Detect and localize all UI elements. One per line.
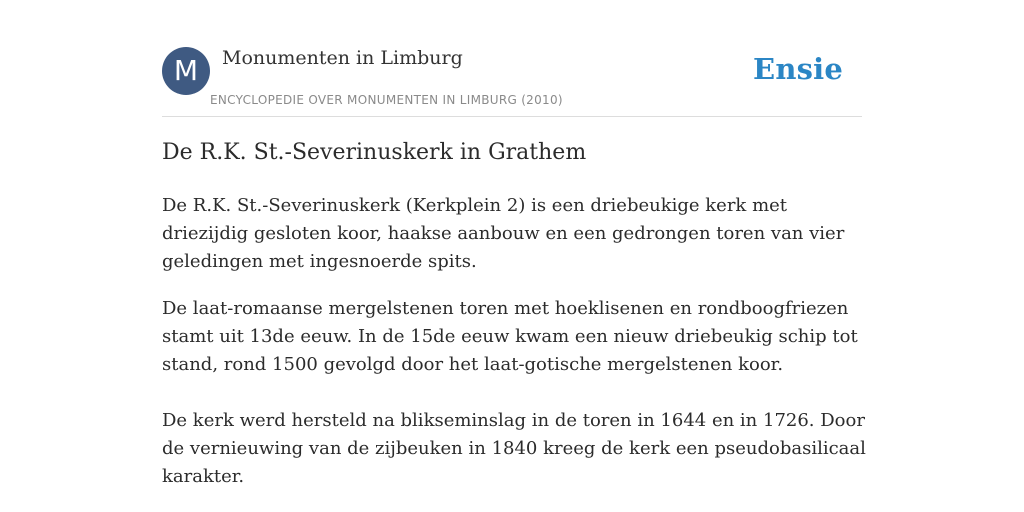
article-title: De R.K. St.-Severinuskerk in Grathem	[162, 140, 587, 165]
ensie-logo[interactable]: Ensie	[753, 52, 843, 86]
source-title-link[interactable]: Monumenten in Limburg	[222, 47, 463, 69]
source-header	[162, 44, 862, 117]
article-body	[162, 192, 867, 510]
article-paragraph: De kerk werd hersteld na blikseminslag in de toren in 1644 en in 1726. Door de vernieuwing van de zijbeuken in 1840 kreeg de kerk een pseudobasilicaal karakter.	[162, 410, 866, 487]
source-avatar[interactable]: M	[162, 47, 210, 95]
article-paragraph: De laat-romaanse mergelstenen toren met hoeklisenen en rondboogfriezen stamt uit 13de eeuw. In de 15de eeuw kwam een nieuw driebeukig schip tot stand, rond 1500 gevolgd door het laat-gotische mergelstenen koor.	[162, 298, 858, 375]
paragraph-spacer	[162, 379, 867, 407]
article-paragraph: De R.K. St.-Severinuskerk (Kerkplein 2) is een driebeukige kerk met driezijdig gesloten koor, haakse aanbouw en een gedrongen toren van vier geledingen met ingesnoerde spits.	[162, 195, 845, 272]
source-subtitle: ENCYCLOPEDIE OVER MONUMENTEN IN LIMBURG (2010)	[210, 93, 563, 107]
